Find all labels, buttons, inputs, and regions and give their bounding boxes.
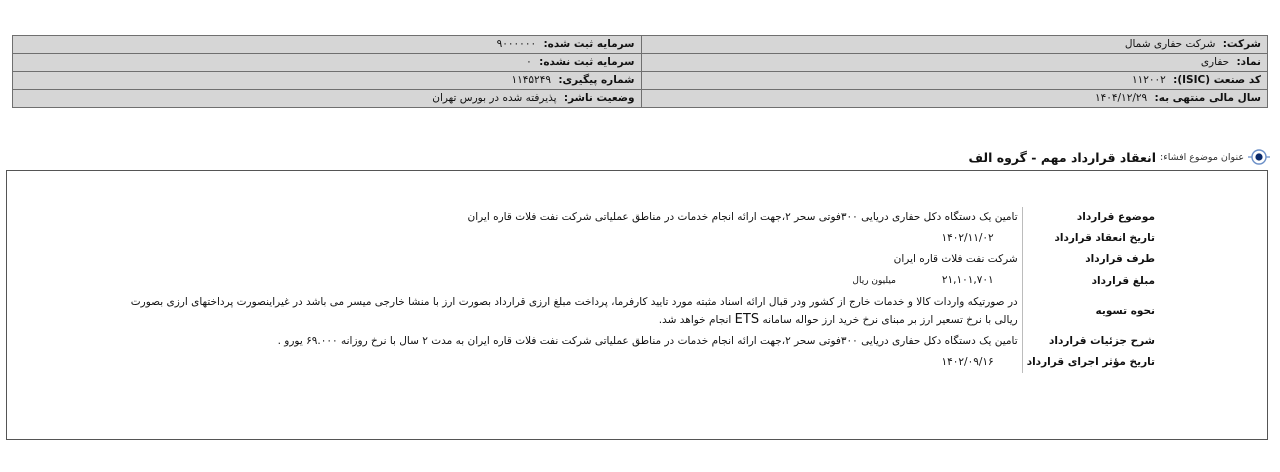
publisher-status-value: پذیرفته شده در بورس تهران [432, 92, 557, 104]
settlement-line-1: در صورتیکه واردات کالا و خدمات خارج از کشور ودر قبال ارائه اسناد مثبته مورد تایید کارفرما، پرداخت مبلغ ارزی قرارداد بصورت ارز با منشا خارجی میسر می باشد در غیراینصورت پرداختهای ارزی بصورت [130, 296, 1018, 308]
detail-row [119, 352, 1159, 373]
info-row [13, 36, 1268, 54]
settlement-value [119, 292, 1022, 331]
contract-subject-label: موضوع قرارداد [1076, 211, 1155, 223]
company-label: شرکت: [1222, 38, 1261, 50]
amount-unit: میلیون ریال [852, 276, 896, 286]
detail-row [119, 331, 1159, 352]
detail-row [119, 249, 1159, 270]
isic-cell [641, 72, 1267, 90]
amount-value-cell [119, 270, 1022, 292]
fiscal-year-label: سال مالی منتهی به: [1154, 92, 1261, 104]
isic-label [1173, 74, 1261, 86]
unregistered-capital-cell [13, 54, 642, 72]
counterparty-value: شرکت نفت فلات قاره ایران [119, 249, 1022, 270]
settlement-line-2c: انجام خواهد شد. [658, 314, 732, 326]
contract-date-value: ۱۴۰۲/۱۱/۰۲ [941, 232, 994, 244]
company-info-table [12, 35, 1268, 108]
fiscal-year-cell [641, 90, 1267, 108]
info-row [13, 72, 1268, 90]
publisher-status-cell [13, 90, 642, 108]
company-value: شرکت حفاری شمال [1124, 38, 1216, 50]
detail-row [119, 270, 1159, 292]
effective-date-value: ۱۴۰۲/۰۹/۱۶ [941, 356, 994, 368]
contract-date-label: تاریخ انعقاد قرارداد [1054, 232, 1155, 244]
symbol-label: نماد: [1236, 56, 1261, 68]
registered-capital-value: ۹۰۰۰۰۰۰ [496, 38, 537, 50]
subject-caption: عنوان موضوع افشاء: [1160, 151, 1244, 163]
contract-description-label: شرح جزئیات قرارداد [1049, 335, 1155, 347]
isic-value: ۱۱۲۰۰۲ [1131, 74, 1166, 86]
publisher-status-label: وضعیت ناشر: [563, 92, 635, 104]
bullet-icon [1248, 146, 1270, 168]
detail-row [119, 207, 1159, 228]
effective-date-value-cell [119, 352, 1022, 373]
contract-details-table [119, 207, 1159, 373]
settlement-label: نحوه تسویه [1095, 305, 1155, 317]
isic-label-suffix: ): [1173, 74, 1183, 86]
ets-label: ETS [734, 312, 760, 327]
tracking-number-value: ۱۱۴۵۲۴۹ [511, 74, 551, 86]
registered-capital-label: سرمایه ثبت شده: [543, 38, 635, 50]
contract-date-value-cell [119, 228, 1022, 249]
company-cell [641, 36, 1267, 54]
contract-subject-value: تامین یک دستگاه دکل حفاری دریایی ۳۰۰فوتی سحر ۲،جهت ارائه انجام خدمات در مناطق عملیاتی شرکت نفت فلات قاره ایران [119, 207, 1022, 228]
symbol-value: حفاری [1200, 56, 1230, 68]
contract-details-box [6, 170, 1268, 440]
amount-label: مبلغ قرارداد [1091, 274, 1155, 287]
info-row [13, 54, 1268, 72]
registered-capital-cell [13, 36, 642, 54]
disclosure-subject [969, 146, 1270, 168]
symbol-cell [641, 54, 1267, 72]
unregistered-capital-value: ۰ [526, 56, 532, 68]
settlement-line-2 [123, 311, 1018, 329]
tracking-number-cell [13, 72, 642, 90]
isic-label-prefix: کد صنعت ( [1205, 74, 1261, 86]
subject-title: انعقاد قرارداد مهم - گروه الف [968, 149, 1157, 165]
counterparty-label: طرف قرارداد [1085, 253, 1155, 265]
contract-description-value: تامین یک دستگاه دکل حفاری دریایی ۳۰۰فوتی سحر ۲،جهت ارائه انجام خدمات در مناطق عملیاتی شرکت نفت فلات قاره ایران به مدت ۲ سال با نرخ روزانه ۶۹.۰۰۰ یورو . [119, 331, 1022, 352]
detail-row [119, 228, 1159, 249]
unregistered-capital-label: سرمایه ثبت نشده: [539, 56, 635, 68]
detail-row [119, 292, 1159, 331]
amount-value: ۲۱,۱۰۱,۷۰۱ [941, 274, 994, 286]
info-row [13, 90, 1268, 108]
fiscal-year-value: ۱۴۰۴/۱۲/۲۹ [1094, 92, 1148, 104]
effective-date-label: تاریخ مؤثر اجرای قرارداد [1026, 356, 1155, 368]
isic-label-code: ISIC [1182, 74, 1206, 86]
settlement-line-2a: ریالی با نرخ تسعیر ارز بر مبنای نرخ خرید ارز حواله سامانه [762, 314, 1018, 326]
tracking-number-label: شماره پیگیری: [558, 74, 635, 86]
